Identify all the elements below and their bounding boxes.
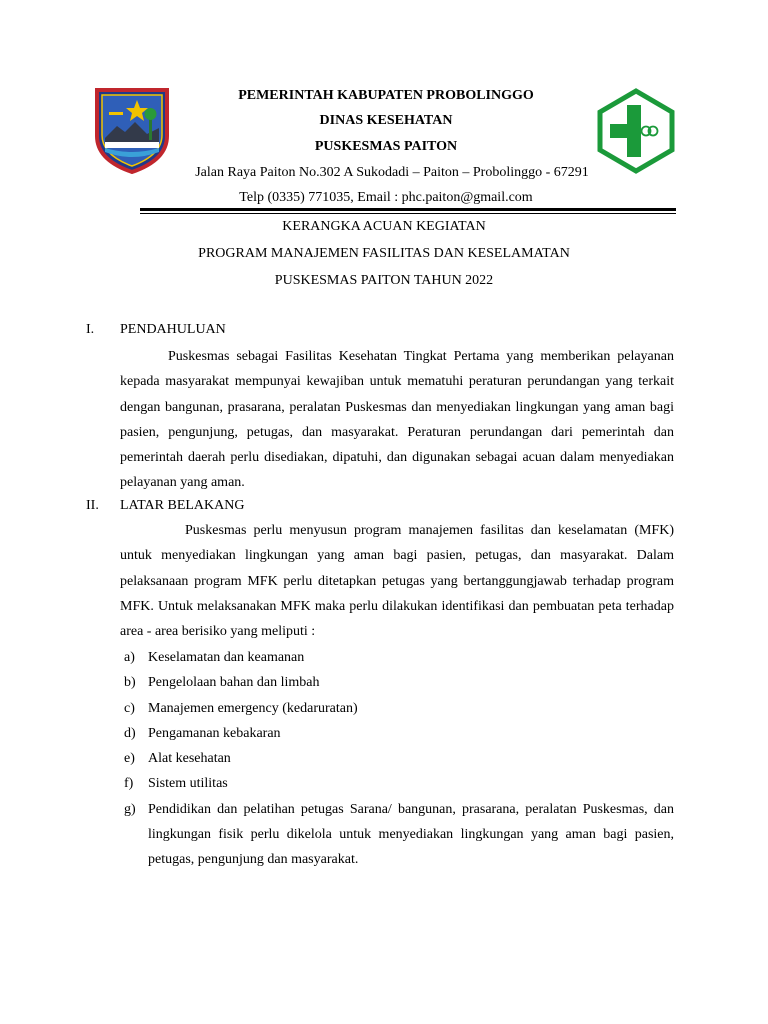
list-item (120, 771, 674, 796)
kabupaten-probolinggo-crest-icon (93, 86, 171, 174)
risk-area-list (120, 645, 674, 873)
section-heading-pendahuluan: PENDAHULUAN (120, 322, 226, 337)
letterhead-divider-thick (140, 208, 676, 211)
letterhead-contact: Telp (0335) 771035, Email : phc.paiton@gmail.com (239, 190, 533, 205)
list-item-marker: e) (124, 751, 135, 767)
list-item-text: Pengelolaan bahan dan limbah (148, 675, 320, 691)
list-item (120, 645, 674, 670)
list-item-text: Sistem utilitas (148, 776, 228, 792)
list-item-text: Pendidikan dan pelatihan petugas Sarana/ bangunan, prasarana, peralatan Puskesmas, dan lingkungan fisik perlu dikelola untuk menyediakan lingkungan yang aman bagi pasien, petugas, pengunjung dan masyarakat. (148, 801, 674, 868)
list-item-text: Pengamanan kebakaran (148, 725, 281, 741)
list-item-marker: b) (124, 675, 136, 691)
list-item-marker: a) (124, 650, 135, 665)
list-item-marker: c) (124, 700, 135, 716)
list-item (120, 696, 674, 721)
document-title: KERANGKA ACUAN KEGIATAN (282, 219, 486, 234)
list-item-marker: f) (124, 776, 134, 792)
letterhead-government: PEMERINTAH KABUPATEN PROBOLINGGO (238, 88, 534, 103)
document-program: PROGRAM MANAJEMEN FASILITAS DAN KESELAMATAN (198, 246, 570, 261)
list-item-marker: d) (124, 725, 136, 741)
section-number: II. (86, 498, 99, 513)
list-item-text: Keselamatan dan keamanan (148, 650, 305, 665)
letterhead-institution: PUSKESMAS PAITON (314, 139, 458, 154)
section-paragraph-pendahuluan: Puskesmas sebagai Fasilitas Kesehatan Tingkat Pertama yang memberikan pelayanan kepada masyarakat mempunyai kewajiban untuk mematuhi peraturan perundangan yang terkait dengan bangunan, prasarana, peralatan Puskesmas dan menyediakan lingkungan yang aman bagi pasien, pengunjung, petugas, dan masyarakat. Peraturan perundangan dari pemerintah dan pemerintah daerah perlu disediakan, dipatuhi, dan digunakan sebagai acuan dalam menyediakan pelayanan yang aman. (120, 349, 674, 491)
list-item (120, 670, 674, 695)
list-item-text: Alat kesehatan (148, 751, 231, 767)
letterhead-address: Jalan Raya Paiton No.302 A Sukodadi – Paiton – Probolinggo - 67291 (195, 165, 589, 180)
letterhead-department: DINAS KESEHATAN (319, 113, 453, 128)
document-year: PUSKESMAS PAITON TAHUN 2022 (274, 273, 494, 288)
list-item-marker: g) (124, 801, 136, 817)
section-number: I. (86, 322, 95, 337)
section-paragraph-latar-belakang: Puskesmas perlu menyusun program manajemen fasilitas dan keselamatan (MFK) untuk menyediakan lingkungan yang aman bagi pasien, petugas, dan masyarakat. Dalam pelaksanaan program MFK perlu ditetapkan petugas yang bertanggungjawab terhadap program MFK. Untuk melaksanakan MFK maka perlu dilakukan identifikasi dan pembuatan peta terhadap area - area berisiko yang meliputi : (120, 523, 674, 640)
section-heading-latar-belakang: LATAR BELAKANG (120, 498, 245, 513)
list-item (120, 797, 674, 873)
letterhead-divider-thin (140, 213, 676, 214)
puskesmas-logo-icon (595, 88, 677, 174)
list-item (120, 721, 674, 746)
list-item-text: Manajemen emergency (kedaruratan) (148, 700, 358, 716)
list-item (120, 746, 674, 771)
